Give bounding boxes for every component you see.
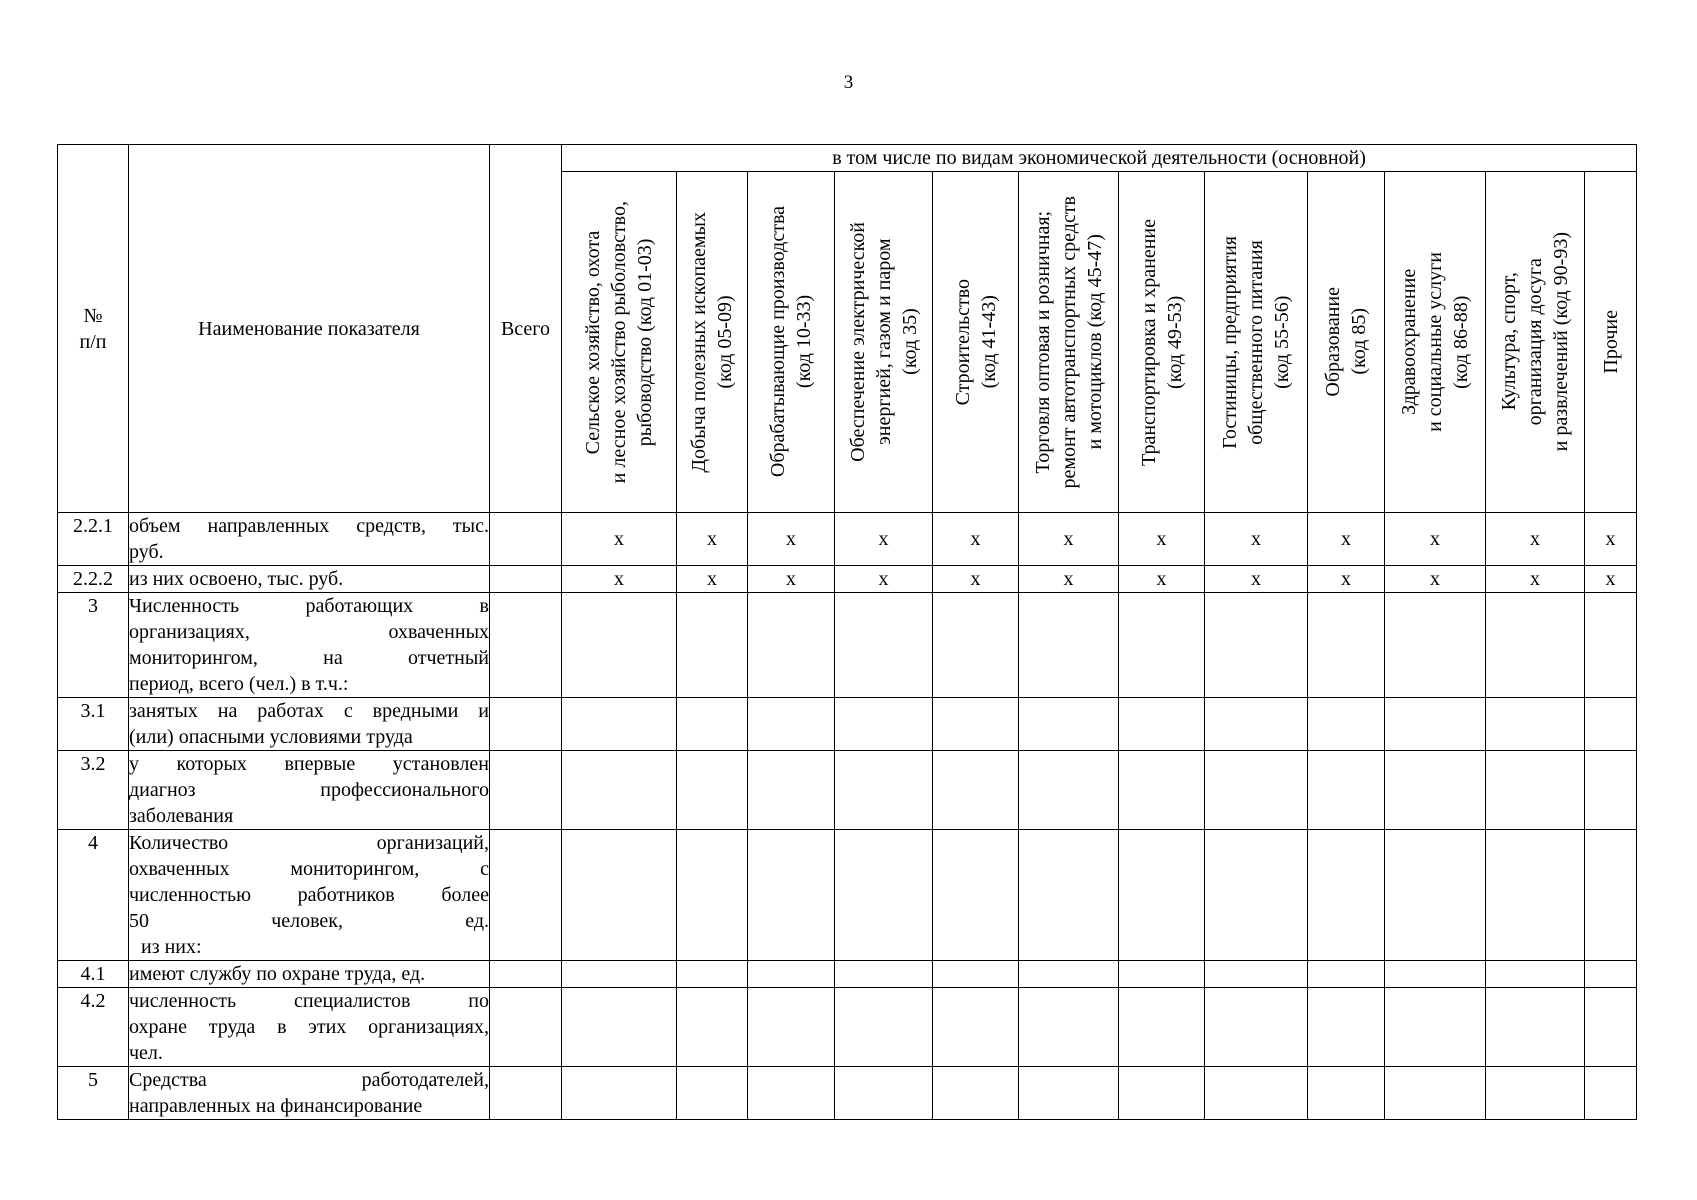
row-activity-cell — [1585, 698, 1637, 751]
row-activity-cell: x — [1486, 513, 1585, 566]
row-activity-cell — [562, 961, 677, 988]
row-activity-cell — [748, 751, 835, 830]
row-activity-cell — [1019, 751, 1119, 830]
header-activity-1: Добыча полезных ископаемых (код 05-09) — [677, 172, 748, 513]
row-activity-cell: x — [1385, 513, 1486, 566]
row-activity-cell: x — [1119, 513, 1205, 566]
row-activity-cell — [1308, 698, 1385, 751]
row-activity-cell: x — [748, 566, 835, 593]
row-total-cell — [490, 988, 562, 1067]
row-number: 3.2 — [58, 751, 129, 830]
row-activity-cell — [1019, 961, 1119, 988]
row-total-cell — [490, 961, 562, 988]
row-activity-cell — [677, 1067, 748, 1120]
row-activity-cell: x — [1308, 513, 1385, 566]
row-activity-cell — [562, 698, 677, 751]
row-activity-cell — [1486, 593, 1585, 698]
row-total-cell — [490, 830, 562, 961]
header-activity-7: Гостиницы, предприятия общественного питания (код 55-56) — [1205, 172, 1308, 513]
row-activity-cell: x — [1308, 566, 1385, 593]
row-activity-cell — [748, 1067, 835, 1120]
row-activity-cell — [1385, 961, 1486, 988]
row-activity-cell — [835, 593, 933, 698]
row-activity-cell — [933, 988, 1019, 1067]
row-activity-cell — [933, 751, 1019, 830]
row-activity-cell — [1308, 593, 1385, 698]
row-activity-cell — [1308, 830, 1385, 961]
header-row-group — [58, 145, 1637, 172]
row-activity-cell — [835, 961, 933, 988]
row-activity-cell — [933, 593, 1019, 698]
row-activity-cell: x — [1385, 566, 1486, 593]
row-activity-cell — [1385, 830, 1486, 961]
row-indicator-name: имеют службу по охране труда, ед. — [129, 961, 490, 988]
row-activity-cell — [1308, 961, 1385, 988]
row-activity-cell: x — [1205, 566, 1308, 593]
row-indicator-name: у которых впервые установлен диагноз профессионального заболевания — [129, 751, 490, 830]
row-activity-cell — [1308, 1067, 1385, 1120]
row-activity-cell — [1585, 1067, 1637, 1120]
row-activity-cell: x — [1585, 513, 1637, 566]
row-activity-cell: x — [835, 513, 933, 566]
page-number: 3 — [843, 72, 854, 93]
row-activity-cell: x — [562, 513, 677, 566]
row-activity-cell — [677, 698, 748, 751]
row-activity-cell — [1019, 698, 1119, 751]
row-activity-cell — [1486, 1067, 1585, 1120]
row-activity-cell — [748, 988, 835, 1067]
header-activity-0: Сельское хозяйство, охота и лесное хозяйство рыболовство, рыбоводство (код 01-03) — [562, 172, 677, 513]
row-activity-cell: x — [1119, 566, 1205, 593]
header-num: № п/п — [58, 145, 129, 513]
header-activity-3: Обеспечение электрической энергией, газом и паром (код 35) — [835, 172, 933, 513]
row-indicator-name: численность специалистов по охране труда в этих организациях, чел. — [129, 988, 490, 1067]
row-activity-cell — [1385, 988, 1486, 1067]
row-activity-cell — [562, 751, 677, 830]
row-activity-cell — [1585, 830, 1637, 961]
row-activity-cell — [1205, 593, 1308, 698]
row-activity-cell — [562, 1067, 677, 1120]
row-number: 3.1 — [58, 698, 129, 751]
row-activity-cell — [1308, 751, 1385, 830]
row-total-cell — [490, 698, 562, 751]
header-activity-6: Транспортировка и хранение (код 49-53) — [1119, 172, 1205, 513]
row-activity-cell — [1205, 830, 1308, 961]
row-activity-cell: x — [677, 566, 748, 593]
row-activity-cell — [562, 593, 677, 698]
table-row — [58, 593, 1637, 698]
row-activity-cell — [835, 830, 933, 961]
row-activity-cell: x — [1585, 566, 1637, 593]
row-activity-cell: x — [677, 513, 748, 566]
row-activity-cell — [1205, 1067, 1308, 1120]
row-activity-cell — [1385, 751, 1486, 830]
row-activity-cell — [1486, 988, 1585, 1067]
row-activity-cell — [1019, 593, 1119, 698]
table-row — [58, 566, 1637, 593]
header-name: Наименование показателя — [129, 145, 490, 513]
header-activity-group: в том числе по видам экономической деятельности (основной) — [562, 145, 1637, 172]
row-activity-cell — [1585, 751, 1637, 830]
row-activity-cell — [677, 751, 748, 830]
row-activity-cell — [1119, 988, 1205, 1067]
row-activity-cell — [1385, 593, 1486, 698]
row-activity-cell — [1585, 593, 1637, 698]
row-activity-cell — [748, 961, 835, 988]
row-indicator-name: из них освоено, тыс. руб. — [129, 566, 490, 593]
row-activity-cell — [1205, 751, 1308, 830]
row-activity-cell — [933, 698, 1019, 751]
row-activity-cell: x — [1019, 566, 1119, 593]
row-activity-cell — [1119, 593, 1205, 698]
row-indicator-name: Численность работающих в организациях, охваченных мониторингом, на отчетный период, всего (чел.) в т.ч.: — [129, 593, 490, 698]
row-activity-cell: x — [1486, 566, 1585, 593]
row-activity-cell — [1486, 830, 1585, 961]
row-activity-cell — [835, 751, 933, 830]
row-number: 4 — [58, 830, 129, 961]
row-total-cell — [490, 593, 562, 698]
row-activity-cell — [1585, 961, 1637, 988]
header-activity-4: Строительство (код 41-43) — [933, 172, 1019, 513]
header-activity-5: Торговля оптовая и розничная; ремонт автотранспортных средств и мотоциклов (код 45-47) — [1019, 172, 1119, 513]
row-activity-cell — [562, 988, 677, 1067]
row-activity-cell — [1486, 961, 1585, 988]
table-body — [58, 513, 1637, 1120]
row-activity-cell: x — [835, 566, 933, 593]
row-activity-cell — [1308, 988, 1385, 1067]
header-activity-9: Здравоохранение и социальные услуги (код 86-88) — [1385, 172, 1486, 513]
row-number: 4.2 — [58, 988, 129, 1067]
row-indicator-name: Количество организаций, охваченных мониторингом, с численностью работников более 50 человек, ед. из них: — [129, 830, 490, 961]
indicators-table — [57, 144, 1637, 1120]
table-row — [58, 513, 1637, 566]
row-activity-cell — [1486, 751, 1585, 830]
row-activity-cell — [748, 593, 835, 698]
row-activity-cell — [933, 961, 1019, 988]
header-activity-10: Культура, спорт, организация досуга и развлечений (код 90-93) — [1486, 172, 1585, 513]
row-activity-cell — [677, 593, 748, 698]
header-activity-2: Обрабатывающие производства (код 10-33) — [748, 172, 835, 513]
row-activity-cell — [562, 830, 677, 961]
row-number: 2.2.1 — [58, 513, 129, 566]
row-activity-cell — [835, 1067, 933, 1120]
row-activity-cell — [835, 988, 933, 1067]
row-activity-cell — [1119, 961, 1205, 988]
row-activity-cell — [677, 961, 748, 988]
row-number: 5 — [58, 1067, 129, 1120]
row-number: 2.2.2 — [58, 566, 129, 593]
row-activity-cell — [1385, 698, 1486, 751]
table-row — [58, 698, 1637, 751]
row-activity-cell — [1019, 988, 1119, 1067]
row-total-cell — [490, 1067, 562, 1120]
row-activity-cell: x — [933, 566, 1019, 593]
header-activity-8: Образование (код 85) — [1308, 172, 1385, 513]
row-total-cell — [490, 751, 562, 830]
table-row — [58, 961, 1637, 988]
row-activity-cell — [835, 698, 933, 751]
header-activity-11: Прочие — [1585, 172, 1637, 513]
row-activity-cell — [677, 988, 748, 1067]
table-row — [58, 751, 1637, 830]
row-activity-cell — [933, 1067, 1019, 1120]
row-activity-cell — [677, 830, 748, 961]
row-activity-cell — [748, 698, 835, 751]
row-activity-cell — [1119, 698, 1205, 751]
row-activity-cell — [1385, 1067, 1486, 1120]
row-activity-cell — [748, 830, 835, 961]
row-activity-cell: x — [562, 566, 677, 593]
row-indicator-name: объем направленных средств, тыс. руб. — [129, 513, 490, 566]
row-activity-cell — [1119, 830, 1205, 961]
table-row — [58, 988, 1637, 1067]
row-activity-cell — [1205, 988, 1308, 1067]
row-activity-cell: x — [1205, 513, 1308, 566]
row-activity-cell — [1019, 830, 1119, 961]
row-activity-cell — [1205, 961, 1308, 988]
row-activity-cell: x — [1019, 513, 1119, 566]
table-row — [58, 830, 1637, 961]
table-row — [58, 1067, 1637, 1120]
row-number: 4.1 — [58, 961, 129, 988]
row-activity-cell — [1205, 698, 1308, 751]
row-activity-cell — [1119, 1067, 1205, 1120]
row-indicator-name: Средства работодателей, направленных на финансирование — [129, 1067, 490, 1120]
row-total-cell — [490, 566, 562, 593]
row-activity-cell — [933, 830, 1019, 961]
row-total-cell — [490, 513, 562, 566]
row-activity-cell — [1119, 751, 1205, 830]
row-number: 3 — [58, 593, 129, 698]
row-activity-cell — [1585, 988, 1637, 1067]
row-activity-cell: x — [748, 513, 835, 566]
row-activity-cell — [1486, 698, 1585, 751]
header-total: Всего — [490, 145, 562, 513]
row-activity-cell — [1019, 1067, 1119, 1120]
row-activity-cell: x — [933, 513, 1019, 566]
row-indicator-name: занятых на работах с вредными и (или) опасными условиями труда — [129, 698, 490, 751]
